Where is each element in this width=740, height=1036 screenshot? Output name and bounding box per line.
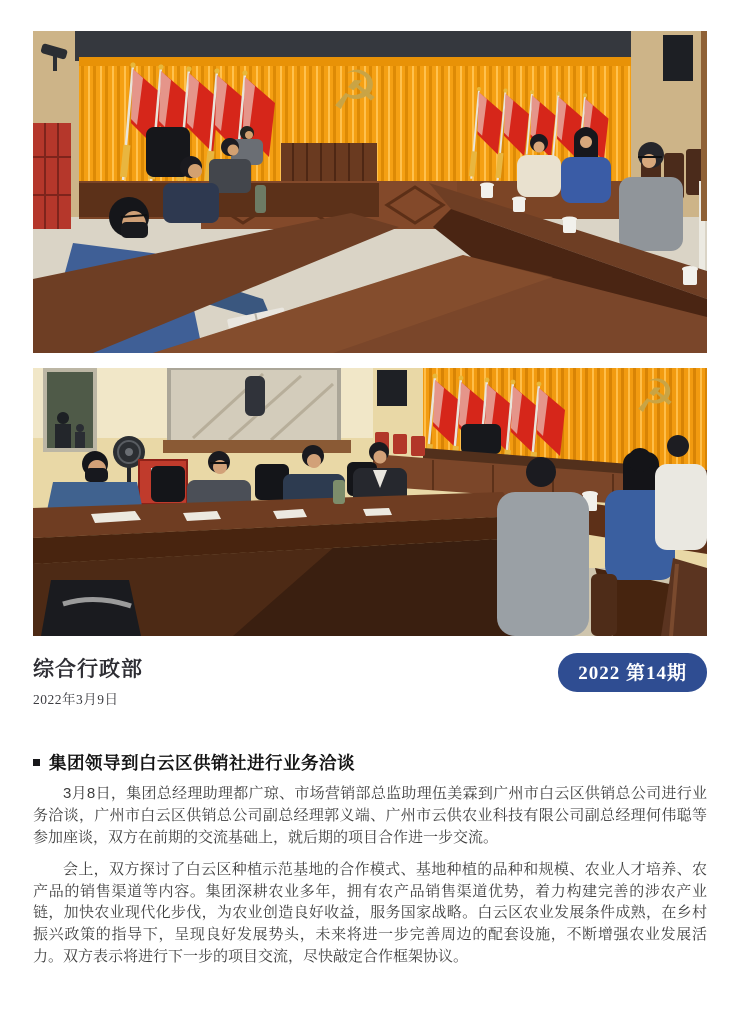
issue-date: 2022年3月9日 xyxy=(33,692,119,707)
black-chair-foreground xyxy=(41,580,141,636)
side-window xyxy=(45,370,95,450)
meeting-photo-1-scene xyxy=(33,31,707,353)
article-body xyxy=(33,783,707,968)
masthead-left xyxy=(33,653,143,708)
red-folder-shelf xyxy=(33,123,71,229)
masthead xyxy=(33,653,707,708)
upper-wall-band xyxy=(75,31,631,61)
square-bullet-icon xyxy=(33,759,40,766)
glass-partition xyxy=(163,368,351,453)
meeting-photo-2-scene xyxy=(33,368,707,636)
department-name: 综合行政部 xyxy=(33,657,143,681)
paragraph-2: 会上，双方探讨了白云区种植示范基地的合作模式、基地种植的品种和规模、农业人才培养、农产品的销售渠道等内容。集团深耕农业多年，拥有农产品销售渠道优势，着力构建完善的涉农产业链，加快农业现代化步伐，为农业创造良好收益，服务国家战略。白云区农业发展条件成熟，在乡村振兴政策的指导下，呈现良好发展势头，未来将进一步完善周边的配套设施，不断增强农业发展活力。双方表示将进行下一步的项目交流，尽快敲定合作框架协议。 xyxy=(33,860,707,966)
thermos-bottle xyxy=(255,185,266,213)
meeting-photo-1 xyxy=(33,31,707,353)
speaker-box xyxy=(377,370,407,406)
article xyxy=(33,750,707,968)
party-emblem-icon: ☭ xyxy=(330,61,380,121)
issue-number-badge: 2022 第14期 xyxy=(558,653,707,692)
party-emblem-icon: ☭ xyxy=(634,370,676,422)
wall-column xyxy=(701,31,707,221)
paragraph-1: 3月8日，集团总经理助理都广琼、市场营销部总监助理伍美霖到广州市白云区供销总公司进行业务洽谈，广州市白云区供销总公司副总经理郭义端、广州市云供农业科技有限公司副总经理何伟聪等参加座谈，双方在前期的交流基础上，就后期的项目合作进一步交流。 xyxy=(33,785,707,846)
meeting-photo-2 xyxy=(33,368,707,636)
newsletter-page xyxy=(0,31,740,968)
speaker-box xyxy=(663,35,693,81)
article-title: 集团领导到白云区供销社进行业务洽谈 xyxy=(49,753,355,773)
article-title-row xyxy=(33,750,707,775)
stage-armchair xyxy=(461,424,501,454)
thermos-bottle xyxy=(333,480,345,504)
